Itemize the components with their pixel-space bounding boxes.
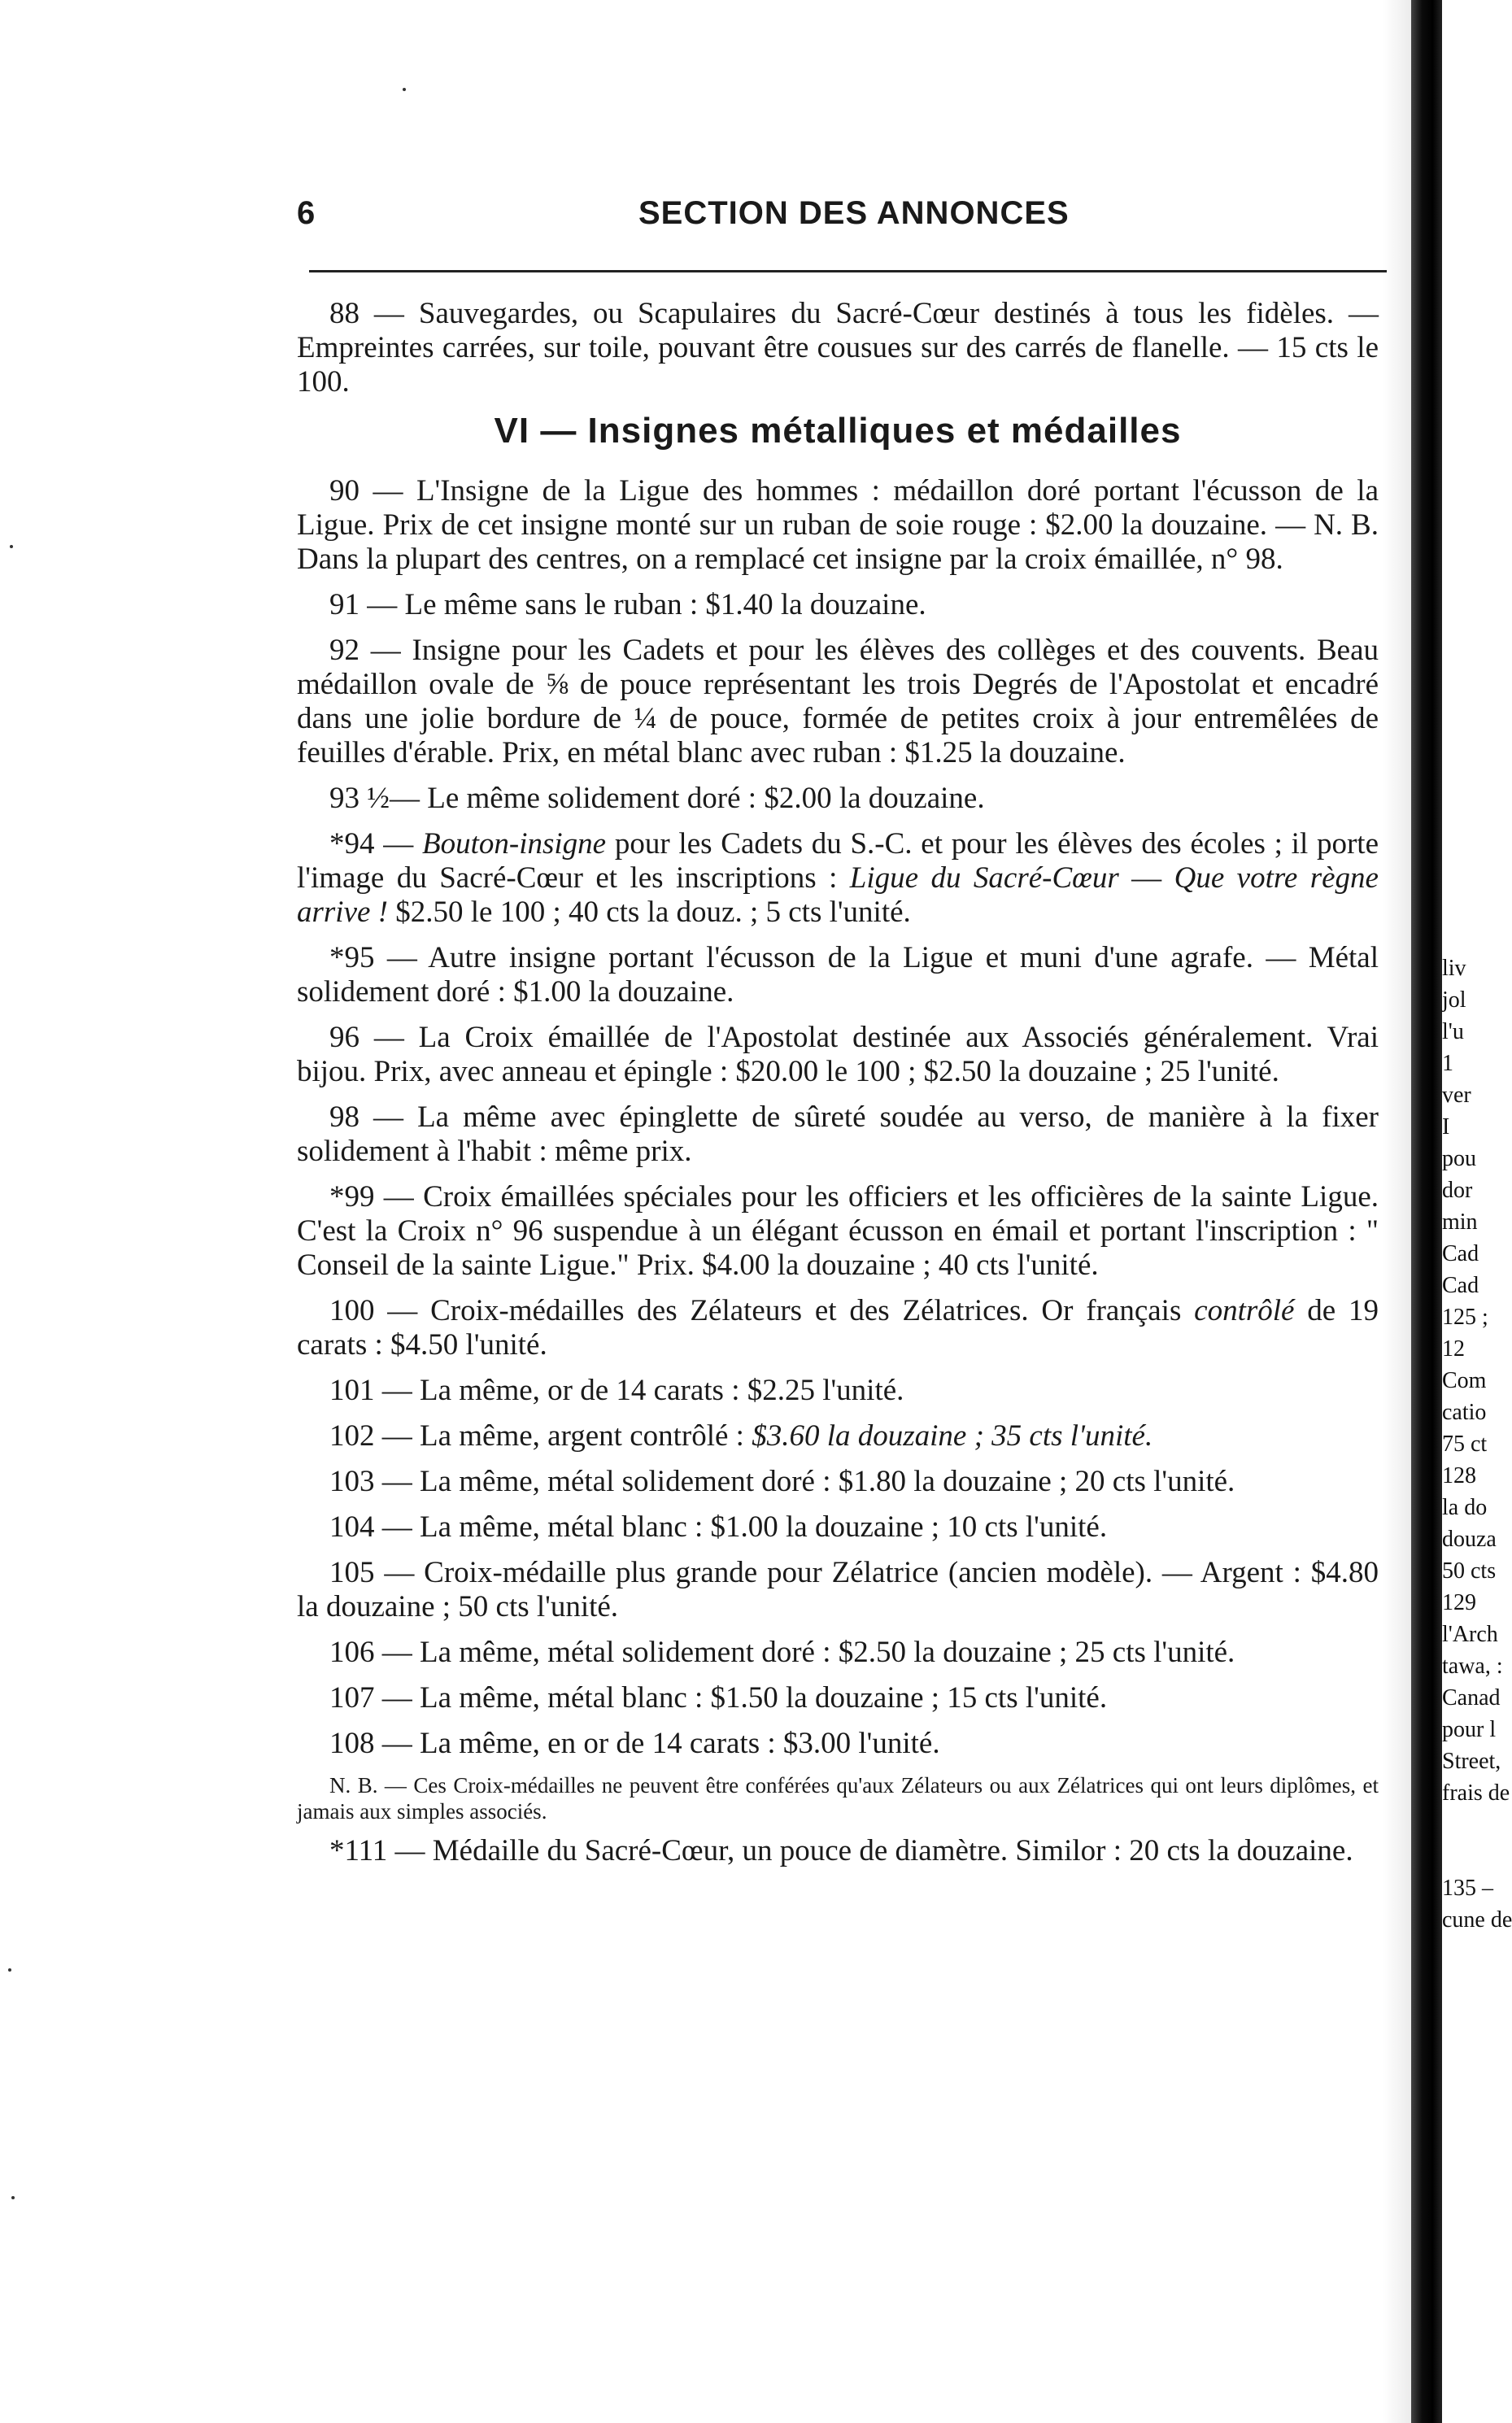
entry-99 [297,1180,1379,1283]
adjacent-line: 75 ct [1442,1432,1488,1457]
adjacent-line: 1 [1442,1051,1453,1076]
entry-101: 101 — La même, or de 14 carats : $2.25 l'unité. [329,1374,904,1407]
adjacent-line: jol [1442,987,1466,1013]
entry-93: 93 ½— Le même solidement doré : $2.00 la douzaine. [329,782,985,815]
adjacent-line: ver [1442,1083,1471,1108]
entry-108: 108 — La même, en or de 14 carats : $3.00 l'unité. [329,1727,940,1760]
section-heading: VI — Insignes métalliques et médailles [494,411,1182,451]
entry-94-number: *94 — [329,827,422,861]
adjacent-line: 135 – [1442,1876,1493,1901]
catalog-body [297,297,1379,1880]
scan-speck [8,1968,11,1972]
entry-90: 90 — L'Insigne de la Ligue des hommes : médaillon doré portant l'écusson de la Ligue. Prix de cet insigne monté sur un ruban de soie rouge : $2.00 la douzaine. — N. B. Dans la plupart des centres, on a remplacé cet insigne par la croix émaillée, n° 98. [297,474,1379,576]
entry-100-price: de 19 carats : $4.50 l'unité. [297,1294,1379,1362]
footnote-nb: N. B. — Ces Croix-médailles ne peuvent être conférées qu'aux Zélateurs ou aux Zélatrices qui ont leurs diplômes, et jamais aux simples associés. [297,1773,1379,1824]
adjacent-line: Street, [1442,1749,1501,1774]
binding-shadow-edge [1383,0,1411,2423]
entry-106: 106 — La même, métal solidement doré : $2.50 la douzaine ; 25 cts l'unité. [329,1636,1235,1669]
adjacent-line: cune de [1442,1907,1512,1933]
adjacent-line: tawa, : [1442,1654,1503,1679]
entry-95-star: * [329,941,345,974]
entry-107: 107 — La même, métal blanc : $1.50 la douzaine ; 15 cts l'unité. [329,1681,1108,1715]
entry-94-title: Bouton-insigne [422,827,607,861]
entry-105: 105 — Croix-médaille plus grande pour Zélatrice (ancien modèle). — Argent : $4.80 la douzaine ; 50 cts l'unité. [297,1556,1379,1623]
entry-91: 91 — Le même sans le ruban : $1.40 la douzaine. [329,588,926,621]
binding-gutter [1411,0,1442,2423]
entry-88: 88 — Sauvegardes, ou Scapulaires du Sacré-Cœur destinés à tous les fidèles. — Empreintes carrées, sur toile, pouvant être cousues sur des carrés de flanelle. — 15 cts le 100. [297,297,1379,399]
scan-speck [11,2196,15,2199]
adjacent-page-fragment [1442,952,1512,1935]
scan-speck [403,88,406,91]
entry-94 [297,827,1379,930]
adjacent-line: 50 cts [1442,1558,1497,1584]
adjacent-line [1442,1840,1497,1872]
entry-111: *111 — Médaille du Sacré-Cœur, un pouce de diamètre. Similor : 20 cts la douzaine. [329,1834,1353,1867]
adjacent-line [1442,1808,1497,1840]
adjacent-line: Canad [1442,1685,1501,1710]
adjacent-line: pou [1442,1146,1476,1171]
adjacent-line: dor [1442,1178,1473,1203]
adjacent-line: douza [1442,1527,1497,1552]
entry-95-text: 95 — Autre insigne portant l'écusson de la Ligue et muni d'une agrafe. — Métal solidement doré : $1.00 la douzaine. [297,941,1379,1009]
header-rule [309,270,1387,272]
entry-99-text: 99 — Croix émaillées spéciales pour les officiers et les officières de la sainte Ligue. C'est la Croix n° 96 suspendue à un élégant écusson en émail et portant l'inscription : " Conseil de la sainte Ligue." Prix. $4.00 la douzaine ; 40 cts l'unité. [297,1180,1379,1282]
entry-94-inscription-1: Ligue du Sacré-Cœur [849,861,1119,895]
text-column [297,195,1379,1867]
adjacent-line: 129 [1442,1590,1476,1615]
entry-100 [297,1294,1379,1362]
entry-94-inscription-2: Que votre règne arrive ! [297,861,1379,929]
adjacent-line: l'u [1442,1019,1464,1044]
adjacent-line: 128 [1442,1463,1476,1488]
adjacent-line: Com [1442,1368,1487,1393]
adjacent-line: I [1442,1114,1450,1140]
adjacent-line: 125 ; [1442,1305,1488,1330]
entry-100-italic: contrôlé [1194,1294,1295,1327]
entry-99-star: * [329,1180,345,1214]
adjacent-line: l'Arch [1442,1622,1498,1647]
entry-102 [297,1419,1379,1453]
adjacent-line: la do [1442,1495,1488,1520]
entry-98: 98 — La même avec épinglette de sûreté soudée au verso, de manière à la fixer solidement à l'habit : même prix. [297,1100,1379,1168]
adjacent-line: 12 [1442,1336,1465,1362]
entry-100-text: 100 — Croix-médailles des Zélateurs et des Zélatrices. Or français [329,1294,1195,1327]
entry-96: 96 — La Croix émaillée de l'Apostolat destinée aux Associés généralement. Vrai bijou. Prix, avec anneau et épingle : $20.00 le 100 ; $2.50 la douzaine ; 25 l'unité. [297,1021,1379,1088]
entry-94-price: $2.50 le 100 ; 40 cts la douz. ; 5 cts l'unité. [388,896,911,929]
entry-95 [297,941,1379,1009]
entry-103: 103 — La même, métal solidement doré : $1.80 la douzaine ; 20 cts l'unité. [329,1465,1235,1498]
adjacent-line: catio [1442,1400,1487,1425]
scan-speck [10,545,13,548]
adjacent-line: liv [1442,956,1466,981]
adjacent-line: min [1442,1209,1478,1235]
adjacent-line: pour l [1442,1717,1497,1742]
adjacent-line: frais de [1442,1780,1510,1806]
running-title: SECTION DES ANNONCES [638,195,1070,231]
page-number: 6 [297,195,316,231]
page-header [297,195,1379,252]
entry-102-price: $3.60 la douzaine ; 35 cts l'unité. [752,1419,1153,1453]
adjacent-line: Cad [1442,1273,1479,1298]
entry-92: 92 — Insigne pour les Cadets et pour les élèves des collèges et des couvents. Beau médaillon ovale de ⅝ de pouce représentant les trois Degrés de l'Apostolat et encadré dans une jolie bordure de ¼ de pouce, formée de petites croix à jour entremêlées de feuilles d'érable. Prix, en métal blanc avec ruban : $1.25 la douzaine. [297,634,1379,769]
entry-94-text: pour les Cadets du S.-C. et pour les élèves des écoles ; il porte l'image du Sacré-Cœur et les inscriptions : [297,827,1379,895]
entry-102-text: 102 — La même, argent contrôlé : [329,1419,752,1453]
entry-94-separator: — [1118,861,1174,895]
adjacent-line: Cad [1442,1241,1479,1266]
entry-104: 104 — La même, métal blanc : $1.00 la douzaine ; 10 cts l'unité. [329,1510,1108,1544]
